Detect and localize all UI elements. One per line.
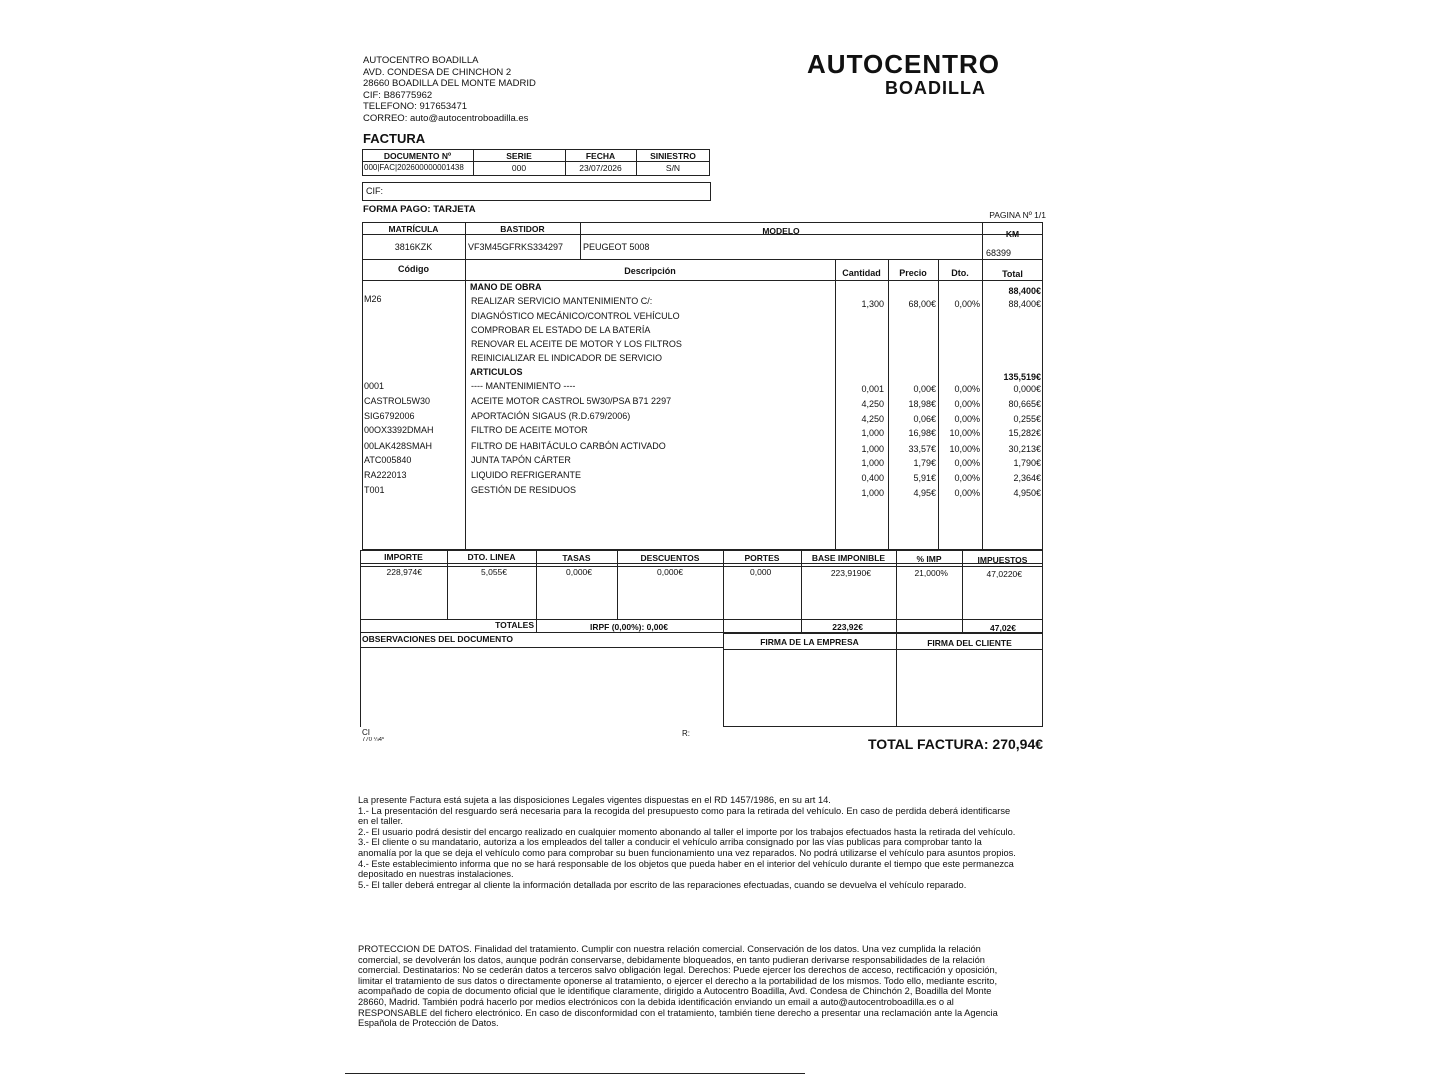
siniestro-value: S/N	[665, 163, 681, 173]
article-total: 15,282€	[1008, 428, 1041, 438]
article-code: RA222013	[364, 470, 407, 480]
serie-value: 000	[511, 163, 527, 173]
article-description: ACEITE MOTOR CASTROL 5W30/PSA B71 2297	[471, 396, 672, 406]
article-cantidad: 1,000	[861, 428, 884, 438]
fecha-value: 23/07/2026	[579, 163, 622, 173]
fecha-label: FECHA	[585, 151, 616, 161]
article-cantidad: 1,000	[861, 458, 884, 468]
articulos-subtotal: 135,519€	[1003, 372, 1041, 382]
legal-intro: La presente Factura está sujeta a las disposiciones Legales vigentes dispuestas en el RD 1457/1986, en su art 14.	[358, 795, 831, 805]
km-value: 68399	[986, 248, 1012, 258]
article-total: 0,255€	[1013, 414, 1041, 424]
matricula-label: MATRÍCULA	[388, 224, 439, 234]
article-precio: 18,98€	[908, 399, 936, 409]
logo-line-1: AUTOCENTRO	[807, 49, 1000, 79]
article-dto: 10,00%	[949, 428, 980, 438]
siniestro-label: SINIESTRO	[650, 151, 696, 161]
importe-value: 228,974€	[386, 567, 422, 577]
descuentos-label: DESCUENTOS	[640, 553, 700, 563]
pct-imp-label: % IMP	[916, 554, 942, 564]
article-code: T001	[364, 485, 385, 495]
article-description: LIQUIDO REFRIGERANTE	[471, 470, 582, 480]
article-dto: 10,00%	[949, 444, 980, 454]
company-name: AUTOCENTRO BOADILLA	[363, 55, 479, 66]
payment-method: FORMA PAGO: TARJETA	[363, 204, 476, 215]
article-cantidad: 4,250	[861, 414, 884, 424]
doc-number: 000|FAC|202600000001438	[364, 163, 464, 172]
col-cantidad: Cantidad	[842, 268, 881, 278]
col-descripcion: Descripción	[624, 266, 676, 276]
article-code: 0001	[364, 381, 385, 391]
mano-obra-subtotal: 88,400€	[1008, 286, 1041, 296]
footer-fragment-r: R:	[682, 729, 690, 738]
article-precio: 0,00€	[913, 384, 936, 394]
document-title: FACTURA	[363, 131, 426, 146]
mano-obra-line: DIAGNÓSTICO MECÁNICO/CONTROL VEHÍCULO	[471, 311, 680, 321]
base-total: 223,92€	[832, 622, 863, 632]
article-precio: 0,06€	[913, 414, 936, 424]
base-imponible-label: BASE IMPONIBLE	[811, 553, 886, 563]
legal-clause-5: 5.- El taller deberá entregar al cliente la información detallada por escrito de las reparaciones efectuadas, cuando se devuelva el vehículo reparado.	[358, 879, 967, 890]
mano-obra-dto: 0,00%	[954, 299, 980, 309]
legal-clause-1: 1.- La presentación del resguardo será necesaria para la recogida del presupuesto como para la retirada del vehículo. En caso de perdida deberá identificarse en el taller.	[358, 805, 1011, 827]
article-description: FILTRO DE HABITÁCULO CARBÓN ACTIVADO	[471, 441, 666, 451]
legal-conditions	[358, 795, 1018, 890]
article-cantidad: 4,250	[861, 399, 884, 409]
article-total: 2,364€	[1013, 473, 1041, 483]
article-dto: 0,00%	[954, 384, 980, 394]
article-total: 1,790€	[1013, 458, 1041, 468]
legal-clause-3: 3.- El cliente o su mandatario, autoriza a los empleados del taller a conducir el vehículo arriba consignado por las vías publicas para comprobar tanto la anomalía por la que se deja el vehículo como para comprobar su buen funcionamiento una vez reparados. No podrá utilizarse el vehículo para asuntos propios.	[358, 837, 1016, 858]
total-factura: TOTAL FACTURA: 270,94€	[868, 736, 1044, 752]
impuestos-label: IMPUESTOS	[977, 555, 1028, 565]
article-code: SIG6792006	[364, 411, 415, 421]
article-cantidad: 1,000	[861, 444, 884, 454]
km-label: KM	[1005, 229, 1020, 239]
legal-clause-4: 4.- Este establecimiento informa que no se hará responsable de los objetos que pueda haber en el interior del vehículo durante el tiempo que este permanezca depositado en nuestras instalaciones.	[358, 858, 1014, 880]
footer-fragment-ci: CI	[362, 728, 370, 737]
col-dto: Dto.	[951, 268, 969, 278]
pct-imp-value: 21,000%	[914, 568, 948, 578]
col-total: Total	[1002, 269, 1023, 279]
article-precio: 4,95€	[913, 488, 936, 498]
article-description: JUNTA TAPÓN CÁRTER	[471, 455, 571, 465]
firma-cliente-label: FIRMA DEL CLIENTE	[927, 638, 1012, 648]
totales-label: TOTALES	[495, 620, 534, 630]
article-dto: 0,00%	[954, 488, 980, 498]
dto-linea-label: DTO. LINEA	[467, 552, 516, 562]
dto-linea-value: 5,055€	[481, 567, 507, 577]
col-codigo: Código	[398, 264, 429, 274]
mano-obra-code: M26	[364, 294, 382, 304]
tasas-value: 0,000€	[566, 567, 592, 577]
modelo-label: MODELO	[762, 226, 800, 236]
serie-label: SERIE	[506, 151, 532, 161]
modelo-value: PEUGEOT 5008	[583, 242, 650, 252]
firma-empresa-label: FIRMA DE LA EMPRESA	[760, 637, 859, 647]
article-dto: 0,00%	[954, 414, 980, 424]
cif-label: CIF:	[366, 186, 383, 196]
mano-obra-line: REALIZAR SERVICIO MANTENIMIENTO C/:	[471, 296, 653, 306]
irpf-value: IRPF (0,00%): 0,00€	[590, 622, 668, 632]
article-precio: 16,98€	[908, 428, 936, 438]
company-info	[363, 55, 536, 124]
observaciones-label: OBSERVACIONES DEL DOCUMENTO	[362, 634, 513, 644]
mano-obra-line: REINICIALIZAR EL INDICADOR DE SERVICIO	[471, 353, 663, 363]
article-code: ATC005840	[364, 455, 412, 465]
mano-obra-line: COMPROBAR EL ESTADO DE LA BATERÍA	[471, 325, 651, 335]
cif-box	[362, 182, 711, 201]
legal-clause-2: 2.- El usuario podrá desistir del encargo realizado en cualquier momento abonando al taller el importe por los trabajos efectuados hasta la retirada del vehículo.	[358, 826, 1016, 837]
company-email: CORREO: auto@autocentroboadilla.es	[363, 112, 529, 124]
article-description: ---- MANTENIMIENTO ----	[471, 381, 576, 391]
section-mano-obra: MANO DE OBRA	[470, 282, 542, 292]
article-description: APORTACIÓN SIGAUS (R.D.679/2006)	[471, 411, 631, 421]
article-cantidad: 0,400	[861, 473, 884, 483]
article-description: FILTRO DE ACEITE MOTOR	[471, 425, 588, 435]
article-dto: 0,00%	[954, 458, 980, 468]
mano-obra-cantidad: 1,300	[861, 299, 884, 309]
article-code: 00LAK428SMAH	[364, 441, 433, 451]
portes-value: 0,000	[750, 567, 772, 577]
article-precio: 33,57€	[908, 444, 936, 454]
privacy-notice	[358, 944, 1018, 1029]
page-number: PAGINA Nº 1/1	[989, 210, 1046, 220]
article-precio: 5,91€	[913, 473, 936, 483]
article-total: 4,950€	[1013, 488, 1041, 498]
bottom-rule	[345, 1073, 805, 1074]
impuestos-total: 47,02€	[990, 623, 1016, 633]
article-total: 0,000€	[1013, 384, 1041, 394]
mano-obra-precio: 68,00€	[908, 299, 936, 309]
bastidor-value: VF3M45GFRKS334297	[468, 242, 564, 252]
article-dto: 0,00%	[954, 473, 980, 483]
portes-label: PORTES	[744, 553, 780, 563]
descuentos-value: 0,000€	[657, 567, 683, 577]
section-articulos: ARTICULOS	[470, 367, 523, 377]
company-logo	[780, 50, 1000, 98]
article-total: 30,213€	[1008, 444, 1041, 454]
company-city: 28660 BOADILLA DEL MONTE MADRID	[363, 78, 536, 89]
article-dto: 0,00%	[954, 399, 980, 409]
importe-label: IMPORTE	[384, 552, 423, 562]
tasas-label: TASAS	[562, 553, 591, 563]
impuestos-value: 47,0220€	[986, 569, 1022, 579]
privacy-text: PROTECCION DE DATOS. Finalidad del tratamiento. Cumplir con nuestra relación comercial. Conservación de los datos. Una vez cumplida la relación comercial, se devolverán los datos, aunque podrán conservarse, debidamente bloqueados, en tanto pudieran derivarse responsabilidades de la relación comercial. Destinatarios: No se cederán datos a terceros salvo obligación legal. Derechos: Puede ejercer los derechos de acceso, rectificación y oposición, limitar el tratamiento de sus datos o directamente oponerse al tratamiento, o ejercer el derecho a la portabilidad de los mismos. Todo ello, mediante escrito, acompañado de copia de documento oficial que le identifique claramente, dirigido a Autocentro Boadilla, Avd. Condesa de Chinchón 2, Boadilla del Monte 28660, Madrid. También podrá hacerlo por medios electrónicos con la debida identificación enviando un email a auto@autocentroboadilla.es o al RESPONSABLE del fichero electrónico. En caso de disconformidad con el tratamiento, también tiene derecho a presentar una reclamación ante la Agencia Española de Protección de Datos.	[358, 944, 998, 1029]
col-precio: Precio	[899, 268, 927, 278]
article-code: CASTROL5W30	[364, 396, 431, 406]
article-precio: 1,79€	[913, 458, 936, 468]
article-code: 00OX3392DMAH	[364, 425, 434, 435]
bastidor-label: BASTIDOR	[500, 224, 545, 234]
matricula-value: 3816KZK	[394, 242, 433, 252]
article-description: GESTIÓN DE RESIDUOS	[471, 485, 577, 495]
base-imponible-value: 223,9190€	[830, 568, 871, 578]
article-total: 80,665€	[1008, 399, 1041, 409]
article-cantidad: 0,001	[861, 384, 884, 394]
article-cantidad: 1,000	[861, 488, 884, 498]
company-cif: CIF: B86775962	[363, 89, 433, 101]
doc-number-label: DOCUMENTO Nº	[383, 151, 452, 161]
company-address: AVD. CONDESA DE CHINCHON 2	[363, 66, 512, 78]
footer-fragment-num: 770 ¼4º	[362, 737, 385, 742]
logo-line-2: BOADILLA	[885, 78, 986, 98]
company-phone: TELEFONO: 917653471	[363, 101, 468, 112]
mano-obra-line: RENOVAR EL ACEITE DE MOTOR Y LOS FILTROS	[471, 339, 682, 349]
mano-obra-total: 88,400€	[1008, 299, 1041, 309]
